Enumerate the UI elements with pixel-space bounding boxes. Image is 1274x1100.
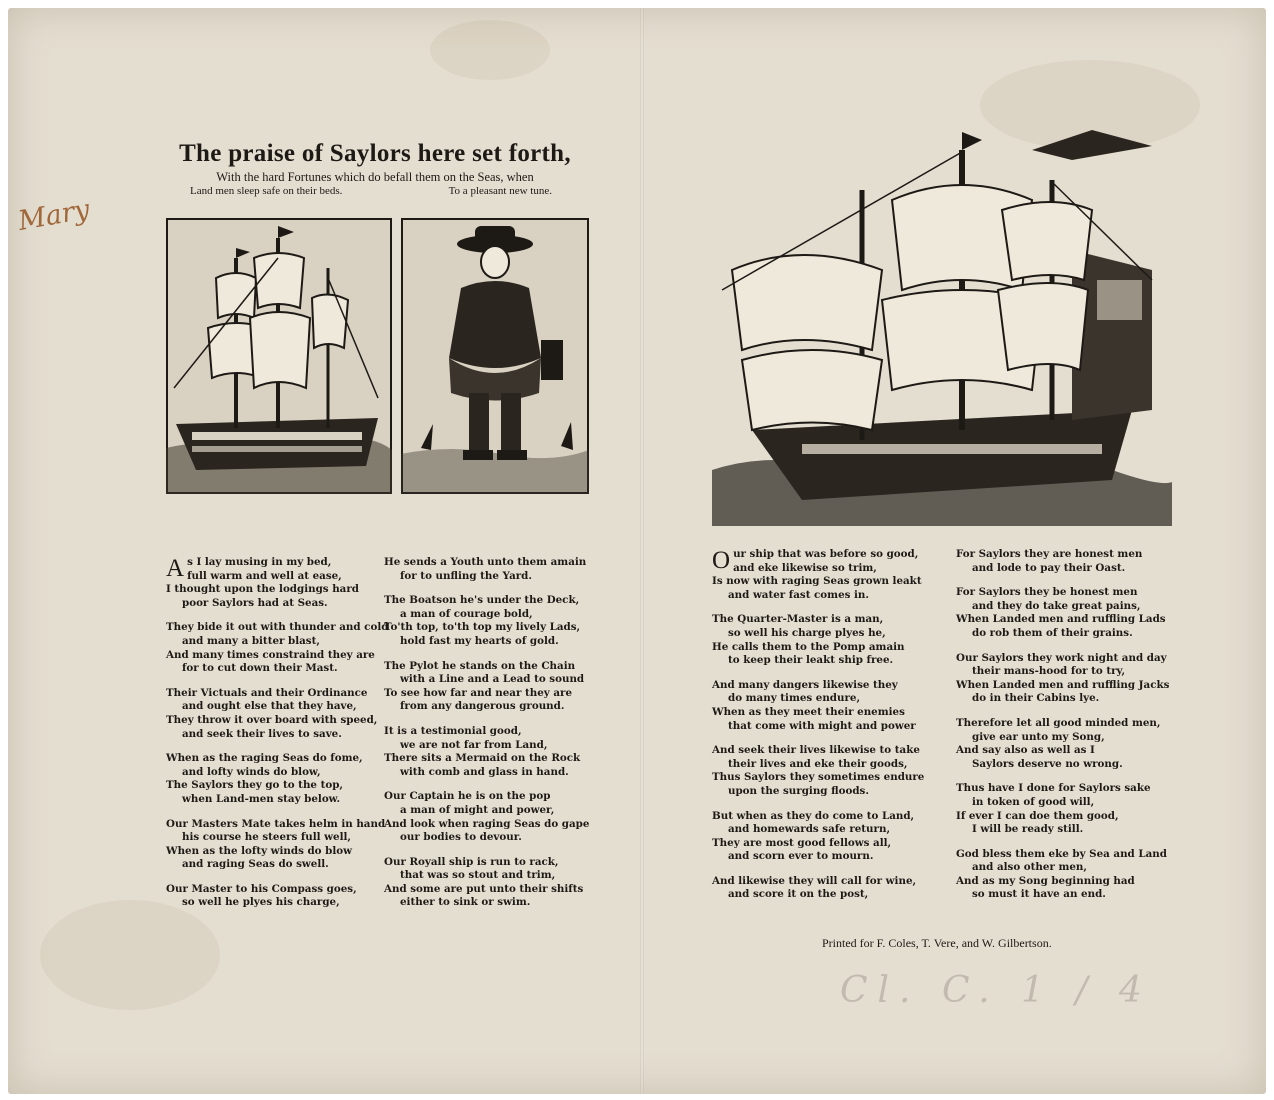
- verse-line: The Boatson he's under the Deck,: [384, 594, 580, 607]
- stanza: [956, 782, 1178, 836]
- stanza: [956, 652, 1178, 706]
- woodcut-ship-large: [712, 130, 1172, 526]
- ballad-subtitle: With the hard Fortunes which do befall them on the Seas, when: [216, 170, 534, 184]
- stanza: [384, 556, 604, 583]
- verse-column-4: [956, 548, 1178, 913]
- verse-line: Our Royall ship is run to rack,: [384, 855, 559, 868]
- verse-line: The Pylot he stands on the Chain: [384, 659, 576, 672]
- verse-line: There sits a Mermaid on the Rock: [384, 752, 581, 765]
- stanza: [166, 817, 386, 872]
- verse-line: do rob them of their grains.: [972, 626, 1133, 639]
- verse-line: To'th top, to'th top my lively Lads,: [384, 621, 581, 634]
- verse-line: and lode to pay their Oast.: [972, 561, 1126, 574]
- verse-column-1: [166, 555, 389, 921]
- printer-colophon: Printed for F. Coles, T. Vere, and W. Gilbertson.: [822, 936, 1052, 950]
- stanza: [166, 621, 389, 675]
- woodcut-ship-small: [166, 218, 392, 494]
- verse-line: I thought upon the lodgings hard: [166, 583, 359, 596]
- verse-line: we are not far from Land,: [400, 738, 548, 751]
- verse-line: And some are put unto their shifts: [384, 882, 584, 895]
- stanza: [712, 744, 942, 798]
- verse-line: upon the surging floods.: [728, 784, 869, 797]
- stanza: [384, 725, 604, 779]
- verse-line: But when as they do come to Land,: [712, 809, 915, 822]
- verse-line: from any dangerous ground.: [400, 700, 565, 713]
- verse-line: Our Master to his Compass goes,: [166, 882, 357, 895]
- verse-line: The Saylors they go to the top,: [166, 779, 343, 792]
- stanza: [956, 548, 1178, 575]
- verse-line: do in their Cabins lye.: [972, 692, 1100, 705]
- woodcut-sailor-figure: [401, 218, 589, 494]
- verse-line: and lofty winds do blow,: [182, 765, 321, 778]
- verse-line: so well he plyes his charge,: [182, 896, 340, 909]
- drop-capital: O: [712, 547, 731, 574]
- verse-line: our bodies to devour.: [400, 831, 522, 844]
- verse-line: For Saylors they be honest men: [956, 586, 1138, 599]
- stanza: [166, 752, 381, 806]
- ballad-title: The praise of Saylors here set forth,: [179, 140, 571, 167]
- verse-line: Our Captain he is on the pop: [384, 790, 551, 803]
- verse-line: And say also as well as I: [956, 744, 1095, 757]
- verse-line: When Landed men and ruffling Lads: [956, 613, 1166, 626]
- verse-line: He sends a Youth unto them amain: [384, 556, 587, 568]
- verse-line: For Saylors they are honest men: [956, 548, 1143, 560]
- verse-column-2: [384, 556, 604, 921]
- verse-line: and scorn ever to mourn.: [728, 850, 874, 863]
- verse-line: And look when raging Seas do gape: [384, 817, 590, 830]
- ballad-heading: [150, 140, 600, 197]
- center-fold: [640, 8, 644, 1094]
- verse-line: their lives and eke their goods,: [728, 757, 908, 770]
- verse-line: Our Saylors they work night and day: [956, 651, 1167, 664]
- verse-line: for to cut down their Mast.: [182, 662, 338, 675]
- verse-line: give ear unto my Song,: [972, 730, 1105, 743]
- verse-line: and eke likewise so trim,: [733, 561, 877, 574]
- stanza: [166, 556, 381, 610]
- verse-line: And many times constraind they are: [166, 648, 375, 661]
- verse-line: When as the raging Seas do fome,: [166, 752, 363, 765]
- verse-line: so well his charge plyes he,: [728, 626, 886, 639]
- verse-line: Is now with raging Seas grown leakt: [712, 575, 922, 588]
- verse-line: And likewise they will call for wine,: [712, 874, 917, 887]
- verse-line: that was so stout and trim,: [400, 869, 556, 882]
- verse-line: when Land-men stay below.: [182, 792, 341, 805]
- verse-line: his course he steers full well,: [182, 831, 351, 844]
- verse-line: It is a testimonial good,: [384, 724, 522, 737]
- verse-line: And as my Song beginning had: [956, 874, 1135, 887]
- verse-line: for to unfling the Yard.: [400, 569, 532, 582]
- ink-signature: Mary: [15, 193, 93, 238]
- paper-stain: [430, 20, 550, 80]
- stanza: [712, 679, 942, 733]
- verse-line: with comb and glass in hand.: [400, 765, 569, 778]
- verse-line: and homewards safe return,: [728, 823, 891, 836]
- stanza: [956, 586, 1178, 640]
- verse-line: and also other men,: [972, 861, 1087, 874]
- verse-line: The Quarter-Master is a man,: [712, 613, 884, 626]
- verse-line: They are most good fellows all,: [712, 836, 892, 849]
- verse-line: And seek their lives likewise to take: [712, 744, 920, 757]
- stanza: [712, 613, 942, 667]
- stanza: [956, 717, 1178, 771]
- verse-line: Our Masters Mate takes helm in hand: [166, 817, 386, 830]
- stanza: [384, 660, 604, 714]
- verse-line: When Landed men and ruffling Jacks: [956, 678, 1170, 691]
- verse-line: If ever I can doe them good,: [956, 809, 1119, 822]
- verse-column-3: [712, 548, 942, 913]
- verse-line: He calls them to the Pomp amain: [712, 640, 905, 653]
- verse-line: their mans-hood for to try,: [972, 665, 1126, 678]
- verse-line: ur ship that was before so good,: [733, 548, 919, 560]
- verse-line: Thus have I done for Saylors sake: [956, 782, 1151, 795]
- verse-line: God bless them eke by Sea and Land: [956, 847, 1167, 860]
- verse-line: and many a bitter blast,: [182, 634, 320, 647]
- verse-line: either to sink or swim.: [400, 896, 531, 909]
- stanza: [384, 790, 604, 844]
- verse-line: and they do take great pains,: [972, 599, 1141, 612]
- stanza: [712, 810, 942, 864]
- verse-line: I will be ready still.: [972, 823, 1084, 836]
- verse-line: They throw it over board with speed,: [166, 713, 378, 726]
- ballad-subtitle-line2: [150, 185, 600, 197]
- stanza: [384, 594, 604, 648]
- stanza: [712, 548, 942, 602]
- verse-line: and water fast comes in.: [728, 588, 869, 601]
- verse-line: to keep their leakt ship free.: [728, 654, 894, 667]
- verse-line: do many times endure,: [728, 692, 861, 705]
- verse-line: and raging Seas do swell.: [182, 858, 329, 871]
- verse-line: poor Saylors had at Seas.: [182, 596, 328, 609]
- verse-line: and seek their lives to save.: [182, 727, 342, 740]
- verse-line: full warm and well at ease,: [187, 569, 342, 582]
- verse-line: and ought else that they have,: [182, 700, 357, 713]
- stanza: [712, 875, 942, 902]
- verse-line: To see how far and near they are: [384, 686, 573, 699]
- verse-line: so must it have an end.: [972, 888, 1106, 901]
- stanza: [166, 687, 381, 741]
- verse-line: s I lay musing in my bed,: [187, 556, 332, 568]
- verse-line: And many dangers likewise they: [712, 678, 898, 691]
- tune-note: To a pleasant new tune.: [448, 185, 552, 197]
- drop-capital: A: [166, 555, 185, 582]
- verse-line: with a Line and a Lead to sound: [400, 673, 585, 686]
- verse-line: a man of courage bold,: [400, 607, 533, 620]
- verse-line: Thus Saylors they sometimes endure: [712, 771, 925, 784]
- stanza: [166, 883, 381, 910]
- verse-line: a man of might and power,: [400, 803, 555, 816]
- subtitle-continuation: Land men sleep safe on their beds.: [190, 185, 343, 197]
- verse-line: When as they meet their enemies: [712, 705, 905, 718]
- verse-line: Their Victuals and their Ordinance: [166, 686, 368, 699]
- verse-line: Saylors deserve no wrong.: [972, 757, 1123, 770]
- verse-line: in token of good will,: [972, 795, 1095, 808]
- stanza: [384, 856, 604, 910]
- verse-line: hold fast my hearts of gold.: [400, 634, 559, 647]
- pencil-shelfmark: Cl. C. 1 / 4: [840, 970, 1152, 1011]
- verse-line: They bide it out with thunder and cold: [166, 621, 389, 634]
- verse-line: Therefore let all good minded men,: [956, 716, 1161, 729]
- verse-line: When as the lofty winds do blow: [166, 844, 352, 857]
- verse-line: and score it on the post,: [728, 888, 869, 901]
- stanza: [956, 848, 1178, 902]
- verse-line: that come with might and power: [728, 719, 916, 732]
